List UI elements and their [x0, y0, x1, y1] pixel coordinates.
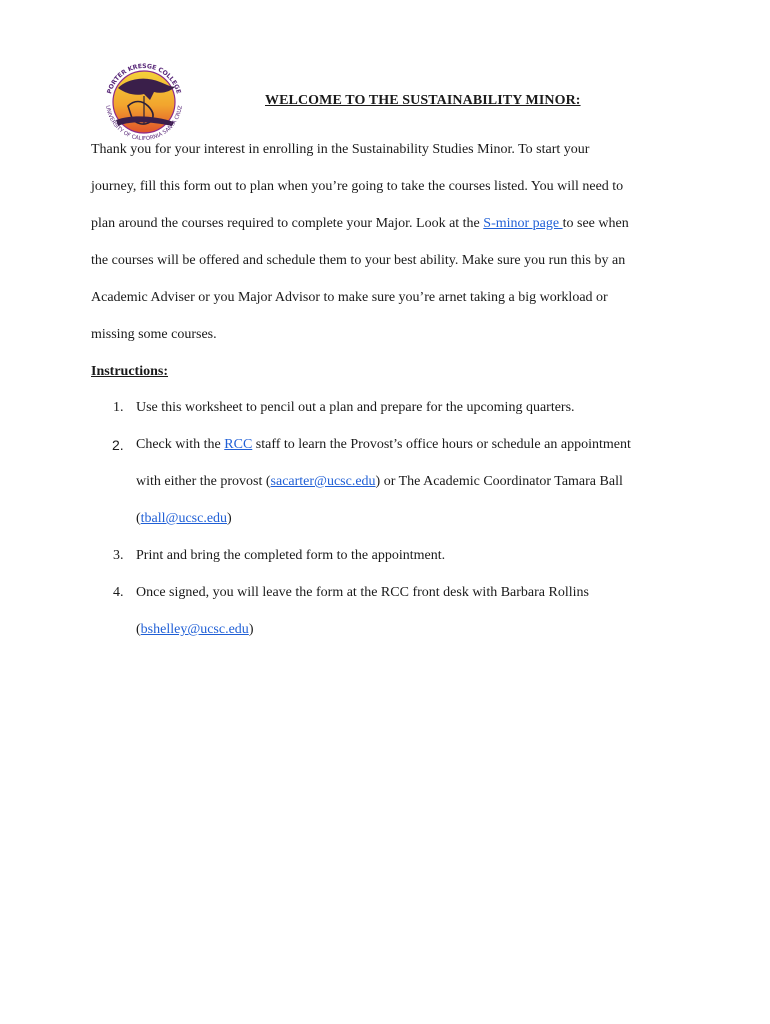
item-2-line-2-pre: with either the provost ( [136, 474, 271, 489]
item-3-number: 3. [113, 548, 124, 563]
item-2-pre: Check with the [136, 437, 225, 452]
rcc-link[interactable]: RCC [224, 437, 253, 452]
item-2-number: 2. [112, 437, 124, 453]
item-2-line-2 [136, 474, 623, 490]
logo-top-text: PORTER KRESGE COLLEGE [106, 62, 182, 95]
item-4-line-2-post: ) [248, 622, 254, 637]
item-3-text: Print and bring the completed form to the appointment. [136, 548, 446, 563]
logo-bottom-text: UNIVERSITY OF CALIFORNIA SANTA CRUZ [104, 105, 184, 143]
intro-line-3 [91, 216, 629, 232]
college-logo [98, 56, 190, 148]
item-4-number: 4. [113, 585, 124, 600]
tball-email-link[interactable]: tball@ucsc.edu [140, 511, 228, 526]
item-2-line-3-pre: ( [136, 511, 141, 526]
intro-line-2: journey, fill this form out to plan when you’re going to take the courses listed. You will need to [91, 179, 624, 194]
sacarter-email-link[interactable]: sacarter@ucsc.edu [270, 474, 376, 489]
item-2-line-2-post: ) or The Academic Coordinator Tamara Ball [375, 474, 623, 489]
item-2-line-1 [136, 437, 631, 453]
item-4-line-2 [136, 622, 253, 638]
page-title: WELCOME TO THE SUSTAINABILITY MINOR: [265, 93, 581, 108]
item-4-text: Once signed, you will leave the form at the RCC front desk with Barbara Rollins [136, 585, 589, 600]
instructions-heading: Instructions: [91, 364, 169, 379]
item-2-line-3-post: ) [227, 511, 232, 526]
intro-line-6: missing some courses. [91, 327, 217, 342]
intro-line-1: Thank you for your interest in enrolling in the Sustainability Studies Minor. To start your [91, 142, 590, 157]
s-minor-page-link[interactable]: S-minor page [483, 216, 563, 231]
intro-line-3-pre: plan around the courses required to complete your Major. Look at the [91, 216, 484, 231]
intro-line-4: the courses will be offered and schedule them to your best ability. Make sure you run this by an [91, 253, 626, 268]
item-1-number: 1. [113, 400, 124, 415]
item-4-line-2-pre: ( [136, 622, 141, 637]
intro-line-3-post: to see when [562, 216, 629, 231]
bshelley-email-link[interactable]: bshelley@ucsc.edu [140, 622, 249, 637]
item-2-line-3 [136, 511, 232, 527]
item-1-text: Use this worksheet to pencil out a plan and prepare for the upcoming quarters. [136, 400, 575, 415]
item-2-post: staff to learn the Provost’s office hours or schedule an appointment [252, 437, 631, 452]
intro-line-5: Academic Adviser or you Major Advisor to make sure you’re arnet taking a big workload or [91, 290, 608, 305]
